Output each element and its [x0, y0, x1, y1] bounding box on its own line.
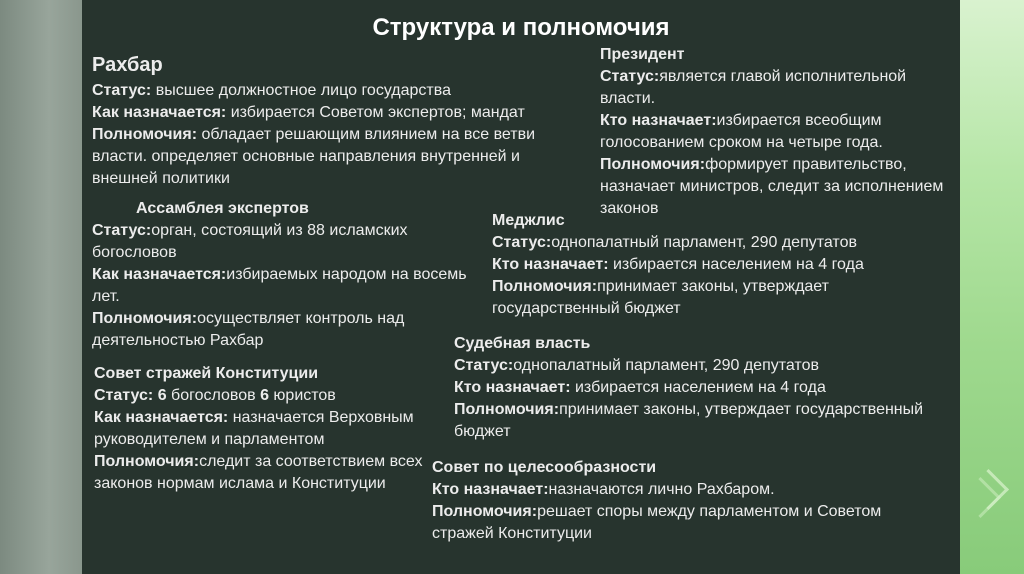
rahbar-appoint: Как назначается: избирается Советом экспертов; мандат	[92, 104, 525, 121]
rahbar-status: Статус: высшее должностное лицо государства	[92, 82, 451, 99]
judiciary-appoint: Кто назначает: избирается населением на 4 года	[454, 379, 826, 396]
slide	[82, 0, 960, 574]
rahbar-block	[92, 52, 562, 190]
assembly-heading: Ассамблея экспертов	[136, 200, 309, 217]
expediency-block	[432, 457, 922, 545]
rahbar-powers: Полномочия: обладает решающим влиянием на все ветви власти. определяет основные направления внутренней и внешней политики	[92, 126, 536, 187]
guardian-status: Статус: 6 богословов 6 юристов	[94, 387, 336, 404]
majlis-powers: Полномочия:принимает законы, утверждает государственный бюджет	[492, 278, 829, 317]
assembly-appoint: Как назначается:избираемых народом на восемь лет.	[92, 266, 467, 305]
judiciary-status: Статус:однопалатный парламент, 290 депутатов	[454, 357, 819, 374]
rahbar-heading: Рахбар	[92, 54, 163, 76]
expediency-appoint: Кто назначает:назначаются лично Рахбаром.	[432, 481, 775, 498]
judiciary-powers: Полномочия:принимает законы, утверждает государственный бюджет	[454, 401, 924, 440]
guardian-appoint: Как назначается: назначается Верховным руководителем и парламентом	[94, 409, 414, 448]
guardian-heading: Совет стражей Конституции	[94, 365, 319, 382]
assembly-powers: Полномочия:осуществляет контроль над деятельностью Рахбар	[92, 310, 405, 349]
expediency-heading: Совет по целесообразности	[432, 459, 657, 476]
guardian-block	[94, 363, 424, 495]
judiciary-block	[454, 333, 924, 443]
majlis-appoint: Кто назначает: избирается населением на 4 года	[492, 256, 864, 273]
president-status: Статус:является главой исполнительной власти.	[600, 68, 907, 107]
expediency-powers: Полномочия:решает споры между парламентом и Советом стражей Конституции	[432, 503, 882, 542]
right-decor-strip	[960, 0, 1024, 574]
left-decor-strip	[0, 0, 82, 574]
president-heading: Президент	[600, 46, 685, 63]
president-powers: Полномочия:формирует правительство, назначает министров, следит за исполнением законов	[600, 156, 944, 217]
majlis-heading: Меджлис	[492, 212, 565, 229]
slide-title: Структура и полномочия	[372, 14, 670, 41]
judiciary-heading: Судебная власть	[454, 335, 591, 352]
assembly-status: Статус:орган, состоящий из 88 исламских богословов	[92, 222, 408, 261]
president-appoint: Кто назначает:избирается всеобщим голосованием сроком на четыре года.	[600, 112, 883, 151]
assembly-block	[92, 198, 482, 352]
majlis-status: Статус:однопалатный парламент, 290 депутатов	[492, 234, 857, 251]
majlis-block	[492, 210, 942, 320]
president-block	[600, 44, 950, 220]
guardian-powers: Полномочия:следит за соответствием всех законов нормам ислама и Конституции	[94, 453, 423, 492]
